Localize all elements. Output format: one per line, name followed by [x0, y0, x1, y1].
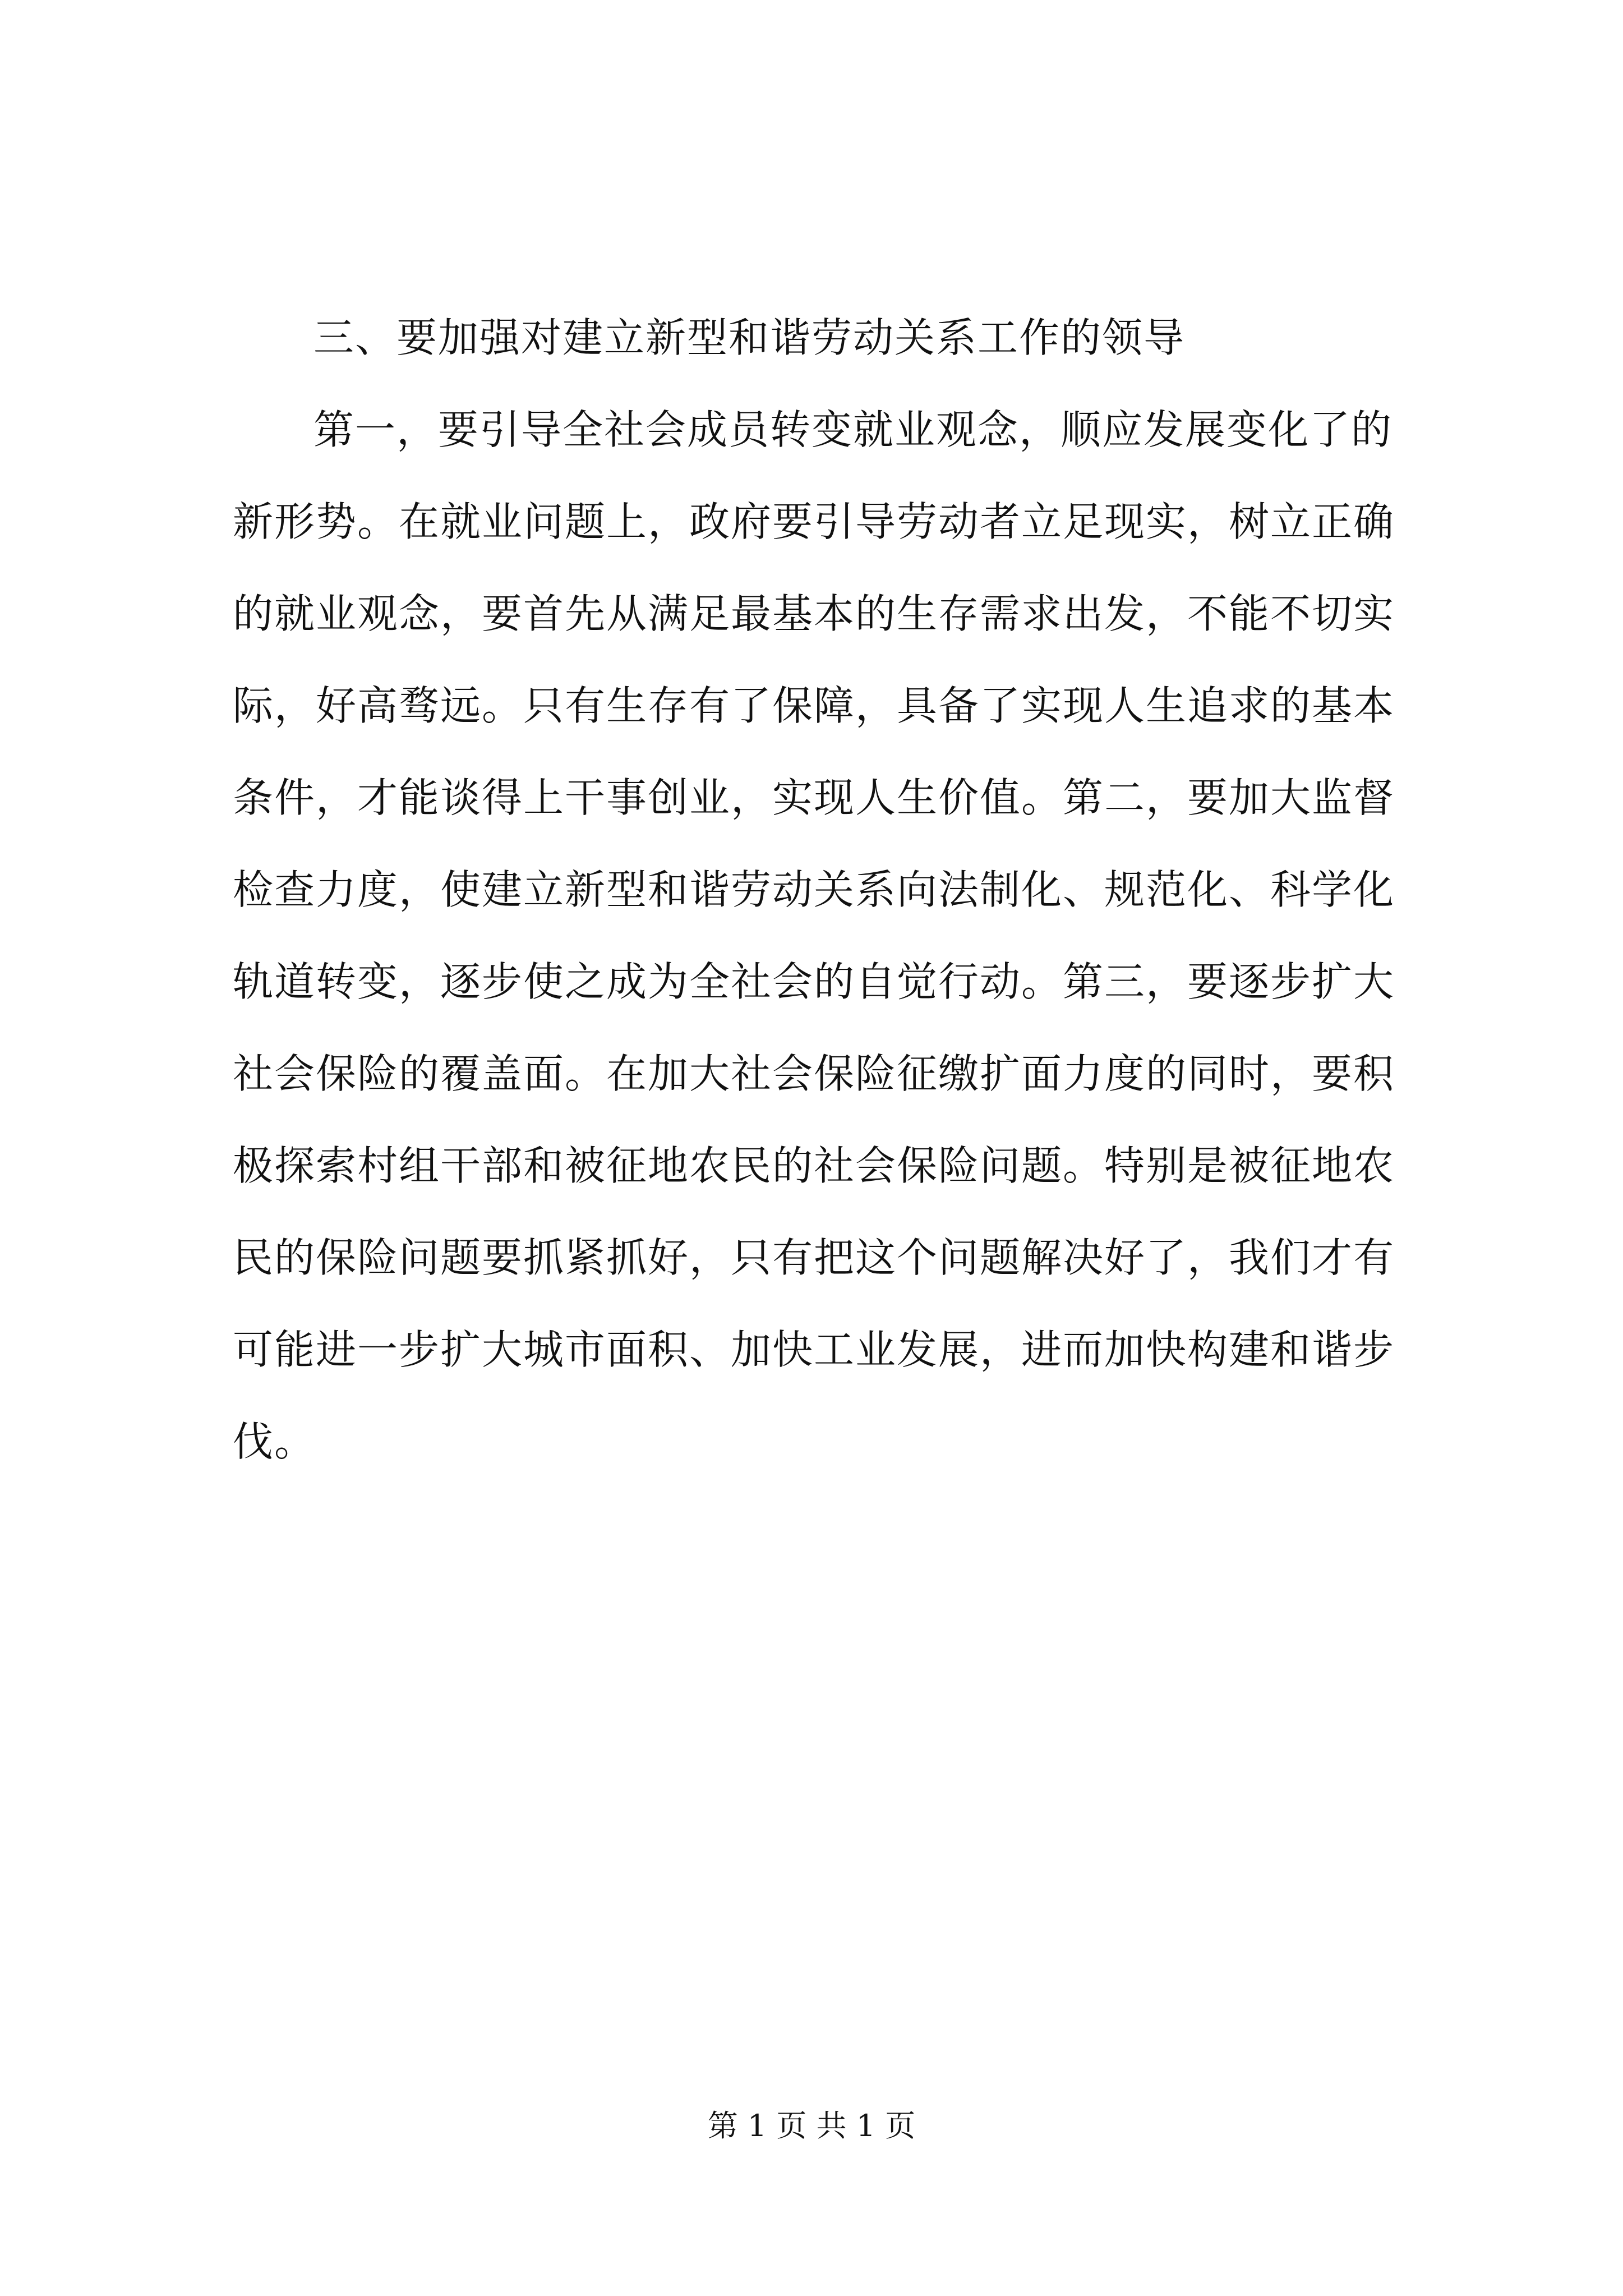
page-number-footer: 第 1 页 共 1 页 [707, 2108, 916, 2143]
paragraph-line-11: 可能进一步扩大城市面积、加快工业发展，进而加快构建和谐步 [233, 1326, 1395, 1373]
paragraph-line-1: 第一，要引导全社会成员转变就业观念，顺应发展变化了的 [313, 406, 1393, 453]
paragraph-line-10: 民的保险问题要抓紧抓好，只有把这个问题解决好了，我们才有 [233, 1234, 1395, 1281]
paragraph-line-12: 伐。 [233, 1418, 316, 1465]
paragraph-line-7: 轨道转变，逐步使之成为全社会的自觉行动。第三，要逐步扩大 [233, 958, 1395, 1005]
paragraph-line-9: 极探索村组干部和被征地农民的社会保险问题。特别是被征地农 [233, 1142, 1395, 1189]
paragraph-line-3: 的就业观念，要首先从满足最基本的生存需求出发，不能不切实 [233, 590, 1395, 637]
paragraph-line-5: 条件，才能谈得上干事创业，实现人生价值。第二，要加大监督 [233, 774, 1395, 821]
paragraph-line-2: 新形势。在就业问题上，政府要引导劳动者立足现实，树立正确 [233, 498, 1395, 545]
section-heading: 三、要加强对建立新型和谐劳动关系工作的领导 [313, 314, 1186, 361]
paragraph-line-8: 社会保险的覆盖面。在加大社会保险征缴扩面力度的同时，要积 [233, 1050, 1395, 1097]
paragraph-line-6: 检查力度，使建立新型和谐劳动关系向法制化、规范化、科学化 [233, 866, 1395, 913]
document-body [233, 292, 1422, 1488]
paragraph-line-4: 际，好高骛远。只有生存有了保障，具备了实现人生追求的基本 [233, 682, 1395, 729]
